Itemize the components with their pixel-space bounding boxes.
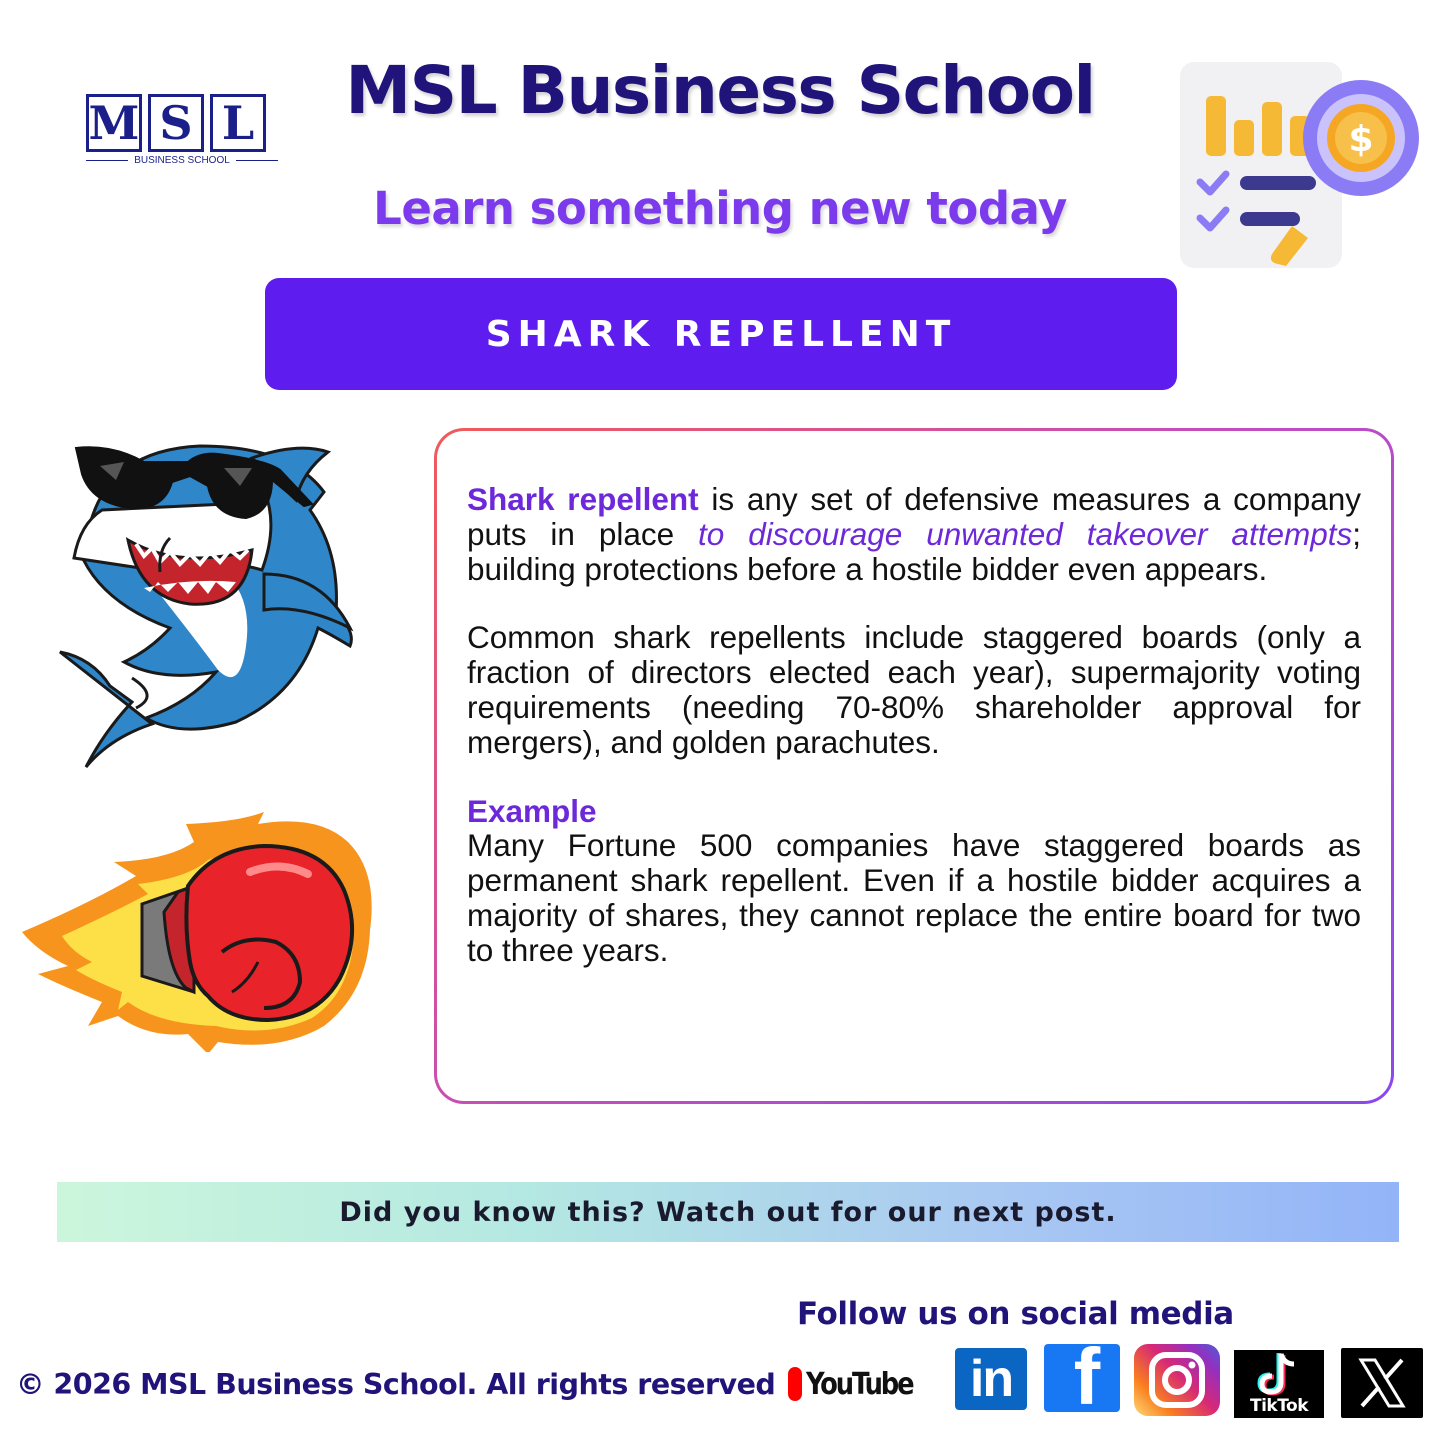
logo-rule-right: [236, 160, 278, 161]
topic-banner: [265, 278, 1177, 390]
logo-letter-s: S: [148, 94, 204, 152]
x-icon: [1341, 1348, 1423, 1418]
definition-text-b: ; building protections before a hostile bidder even appears.: [467, 515, 1361, 587]
logo-letter-m: M: [86, 94, 142, 152]
example-heading: Example: [467, 792, 597, 829]
svg-text:$: $: [1348, 119, 1374, 160]
logo-letter-l: L: [210, 94, 266, 152]
msl-logo: [86, 94, 278, 174]
tiktok-wordmark: TikTok: [1249, 1396, 1309, 1416]
topic-label: SHARK REPELLENT: [485, 313, 957, 355]
example-block: [467, 794, 1361, 968]
facebook-icon: f: [1073, 1344, 1101, 1412]
call-to-action-text: Did you know this? Watch out for our next post.: [339, 1196, 1117, 1228]
content-card-text: [467, 482, 1361, 1002]
examples-paragraph: Common shark repellents include staggered boards (only a fraction of directors elected each year), supermajority voting requirements (needing 70-80% shareholder approval for mergers), and golden parachutes.: [467, 619, 1361, 760]
youtube-link[interactable]: [788, 1360, 930, 1408]
linkedin-icon: in: [969, 1350, 1013, 1408]
logo-letter-boxes: [86, 94, 278, 152]
logo-subtitle-row: [86, 155, 278, 166]
page-subtitle: Learn something new today: [373, 182, 1067, 235]
copyright-notice: © 2026 MSL Business School. All rights reserved: [16, 1368, 776, 1401]
finance-report-magnifier-icon: [1176, 58, 1426, 273]
defined-term: Shark repellent: [467, 481, 699, 517]
definition-text-a: is any set of defensive measures a company puts in place: [467, 481, 1362, 552]
youtube-wordmark: YouTube: [806, 1366, 913, 1402]
definition-paragraph: [467, 482, 1361, 586]
tiktok-link[interactable]: [1234, 1350, 1324, 1418]
tiktok-icon: [1234, 1350, 1324, 1398]
youtube-icon: [788, 1367, 802, 1401]
example-text: Many Fortune 500 companies have staggered boards as permanent shark repellent. Even if a hostile bidder acquires a majority of shares, they cannot replace the entire board for two to three years.: [467, 827, 1361, 968]
instagram-icon: [1134, 1344, 1220, 1416]
shark-with-sunglasses-icon: [40, 432, 370, 777]
flaming-boxing-glove-icon: [18, 812, 373, 1052]
logo-subtitle: BUSINESS SCHOOL: [134, 155, 230, 166]
facebook-link[interactable]: [1044, 1344, 1120, 1412]
logo-rule-left: [86, 160, 128, 161]
follow-us-label: Follow us on social media: [797, 1296, 1234, 1332]
linkedin-link[interactable]: [955, 1348, 1027, 1410]
call-to-action-bar: [57, 1182, 1399, 1242]
x-link[interactable]: [1341, 1348, 1423, 1418]
definition-purpose: to discourage unwanted takeover attempts: [698, 515, 1353, 552]
instagram-link[interactable]: [1134, 1344, 1220, 1416]
page-title: MSL Business School: [345, 52, 1095, 129]
